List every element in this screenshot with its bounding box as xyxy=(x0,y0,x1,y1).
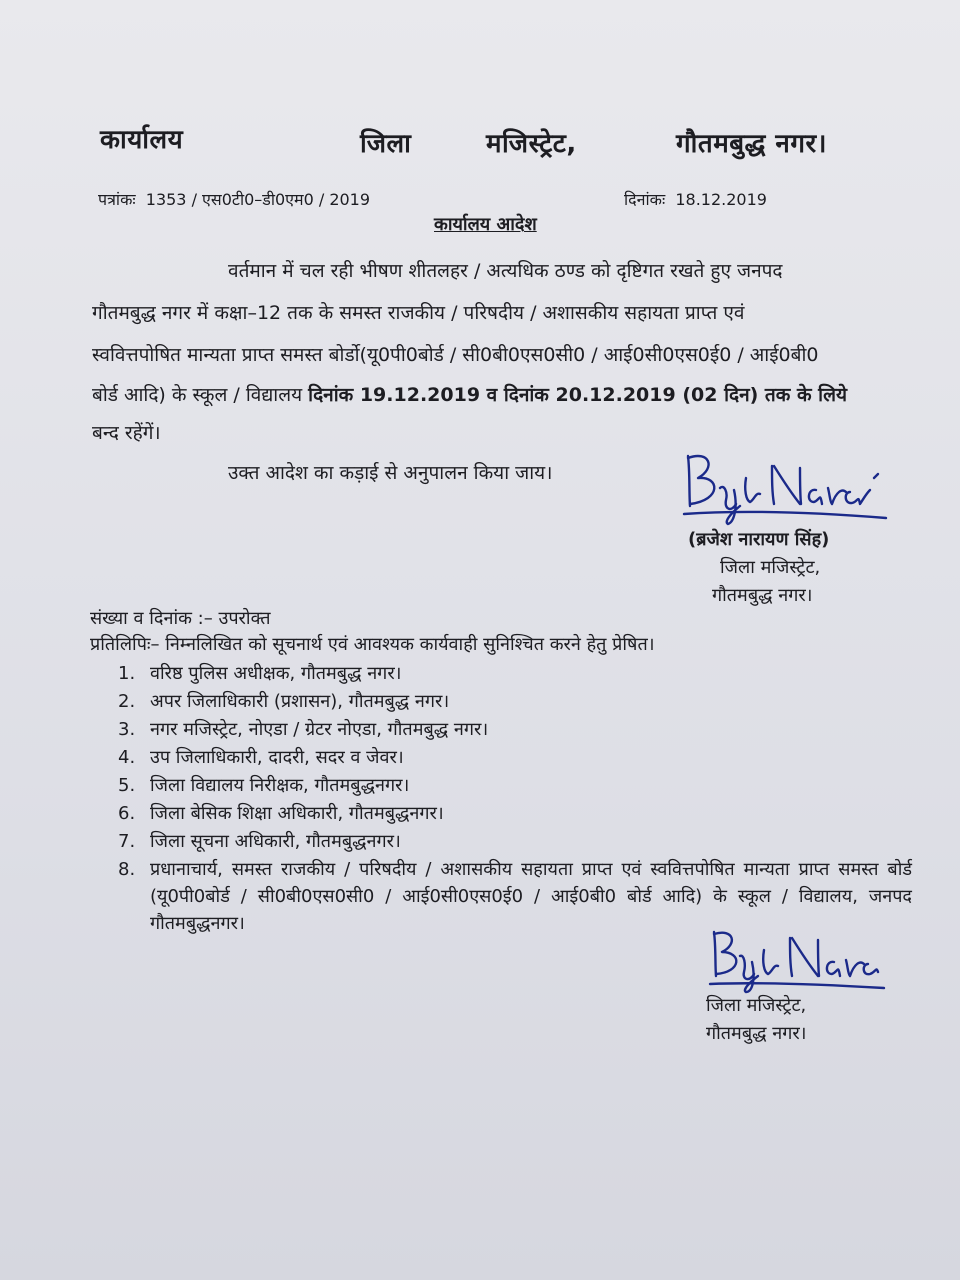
body-line-2: गौतमबुद्ध नगर में कक्षा–12 तक के समस्त राजकीय / परिषदीय / अशासकीय सहायता प्राप्त एवं xyxy=(92,302,745,324)
header-magistrate: मजिस्ट्रेट, xyxy=(486,129,577,159)
list-item: 1. वरिष्ठ पुलिस अधीक्षक, गौतमबुद्ध नगर। xyxy=(118,663,402,684)
copy-intro: प्रतिलिपिः– निम्नलिखित को सूचनार्थ एवं आवश्यक कार्यवाही सुनिश्चित करने हेतु प्रेषित। xyxy=(90,634,655,655)
ref-label: पत्रांकः xyxy=(98,190,136,209)
body-line-1: वर्तमान में चल रही भीषण शीतलहर / अत्यधिक ठण्ड को दृष्टिगत रखते हुए जनपद xyxy=(228,260,783,282)
body-line-4 xyxy=(92,378,847,412)
header-city: गौतमबुद्ध नगर। xyxy=(676,129,827,159)
order-title: कार्यालय आदेश xyxy=(434,214,537,235)
footer-place: गौतमबुद्ध नगर। xyxy=(706,1023,807,1044)
list-item: 5. जिला विद्यालय निरीक्षक, गौतमबुद्धनगर। xyxy=(118,775,410,796)
signatory-designation: जिला मजिस्ट्रेट, xyxy=(720,557,821,578)
distribution-list xyxy=(112,660,912,937)
list-item: 2. अपर जिलाधिकारी (प्रशासन), गौतमबुद्ध नगर। xyxy=(118,691,450,712)
signatory-place: गौतमबुद्ध नगर। xyxy=(712,585,813,606)
date-value: 18.12.2019 xyxy=(675,190,767,209)
closure-dates: दिनांक 19.12.2019 व दिनांक 20.12.2019 (02 दिन) तक के लिये xyxy=(308,384,847,406)
list-item: 7. जिला सूचना अधिकारी, गौतमबुद्धनगर। xyxy=(118,831,401,852)
date-label: दिनांकः xyxy=(624,190,666,209)
signatory-name: (ब्रजेश नारायण सिंह) xyxy=(688,529,830,550)
document-date xyxy=(624,188,767,210)
compliance-line: उक्त आदेश का कड़ाई से अनुपालन किया जाय। xyxy=(228,462,553,484)
footer-signature-image xyxy=(706,924,886,996)
list-item: 8. प्रधानाचार्य, समस्त राजकीय / परिषदीय / अशासकीय सहायता प्राप्त एवं स्ववित्तपोषित मान्यता प्राप्त समस्त बोर्ड (यू0पी0बोर्ड / सी0बी0एस0सी0 / आई0सी0एस0ई0 / आई0बी0 बोर्ड आदि) के स्कूल / विद्यालय, जनपद गौतमबुद्धनगर। xyxy=(118,859,912,934)
body-line-5: बन्द रहेंगें। xyxy=(92,422,161,444)
body-line-3: स्ववित्तपोषित मान्यता प्राप्त समस्त बोर्डो(यू0पी0बोर्ड / सी0बी0एस0सी0 / आई0सी0एस0ई0 / आई0बी0 xyxy=(92,344,819,366)
copy-ref-line: संख्या व दिनांक :– उपरोक्त xyxy=(90,608,271,629)
reference-number xyxy=(98,188,370,210)
signature-image xyxy=(680,448,890,528)
header-office: कार्यालय xyxy=(100,125,184,155)
list-item: 6. जिला बेसिक शिक्षा अधिकारी, गौतमबुद्धनगर। xyxy=(118,803,444,824)
ref-value: 1353 / एस0टी0–डी0एम0 / 2019 xyxy=(145,190,371,209)
list-item: 3. नगर मजिस्ट्रेट, नोएडा / ग्रेटर नोएडा, गौतमबुद्ध नगर। xyxy=(118,719,489,740)
header-district: जिला xyxy=(360,129,412,159)
footer-designation: जिला मजिस्ट्रेट, xyxy=(706,995,807,1016)
list-item: 4. उप जिलाधिकारी, दादरी, सदर व जेवर। xyxy=(118,747,404,768)
body-line-4-plain: बोर्ड आदि) के स्कूल / विद्यालय xyxy=(92,384,309,406)
